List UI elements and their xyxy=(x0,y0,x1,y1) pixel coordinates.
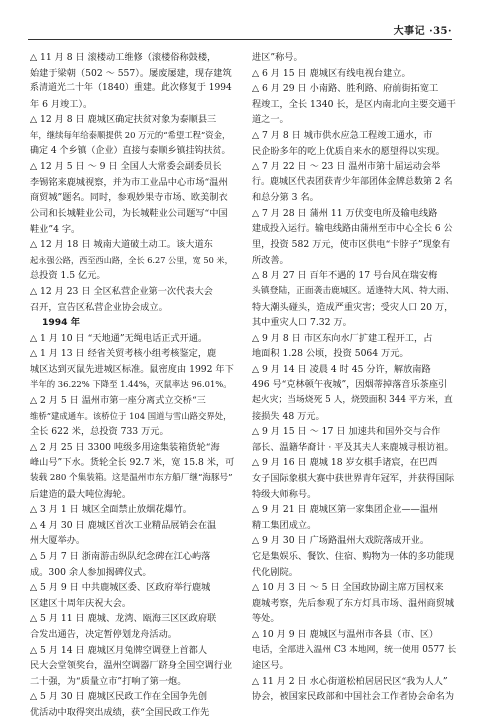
entry-line: 峰山号”下水。货轮全长 92.7 米，宽 15.8 米，可 xyxy=(30,457,234,469)
entry-line: 部长、温籍华裔计 · 平及其夫人来鹿城寻根访祖。 xyxy=(252,441,454,453)
entry-line: △ 11 月 8 日 滚楼动工维修（滚楼俗称鼓楼， xyxy=(30,52,217,63)
entry-line: 始建于梁朝（502 ～ 557）。屡废屡建，现存建筑 xyxy=(30,67,232,79)
chronicle-entry xyxy=(252,331,456,362)
entry-line: 后建造的最大吨位海轮。 xyxy=(30,488,132,500)
entry-line: 年，继续每年给泰顺提供 20 万元的“希望工程”资金， xyxy=(30,129,231,140)
chronicle-entry xyxy=(30,393,234,440)
entry-line: 民企盼多年的吃上优质自来水的愿望得以实现。 xyxy=(252,145,445,157)
entry-line: △ 6 月 29 日 小南路、胜利路、府前街拓宽工 xyxy=(252,83,439,95)
entry-line: △ 3 月 1 日 城区全面禁止放烟花爆竹。 xyxy=(30,504,192,516)
entry-line: △ 11 月 2 日 水心街道松柏居居民区“我为人人” xyxy=(252,675,448,687)
entry-line: 女子国际象棋大赛中获世界青年冠军，并获得国际 xyxy=(252,473,455,485)
entry-line: △ 9 月 14 日 凌晨 4 时 45 分许，解放南路 xyxy=(252,363,431,375)
chronicle-entry xyxy=(30,331,234,347)
entry-line: 496 号“克林顿午夜城”，因烟蒂掉落音乐茶座引 xyxy=(252,379,448,391)
entry-line: 头镇登陆，正面袭击鹿城区。适逢特大风、特大雨、 xyxy=(252,285,455,296)
chronicle-entry xyxy=(252,580,456,627)
entry-line: 系清道光二十年（1840）重建。此次修复于 1994 xyxy=(30,83,232,94)
chronicle-entry xyxy=(252,502,456,533)
entry-line: △ 2 月 5 日 温州市第一座分离式立交桥“三 xyxy=(30,395,206,407)
entry-line: 接损失 48 万元。 xyxy=(252,410,325,422)
entry-line: 它是集娱乐、餐饮、住宿、购物为一体的多功能现 xyxy=(252,551,455,562)
entry-line: △ 12 月 5 日 ～ 9 日 全国人大常委会副委员长 xyxy=(30,161,222,173)
entry-line: 行。鹿城区代表团获青少年部团体金牌总数第 2 名 xyxy=(252,176,453,187)
chronicle-entry xyxy=(252,66,456,82)
right-column xyxy=(252,50,456,705)
entry-line: 其中重灾人口 7.32 万。 xyxy=(252,317,352,329)
entry-line: 协会，被国家民政部和中国社会工作者协会命名为 xyxy=(252,691,455,703)
chronicle-entry xyxy=(30,518,234,549)
entry-line: 鹿城考察，先后参观了东方灯具市场、温州商贸城 xyxy=(252,597,455,609)
chronicle-entry xyxy=(252,424,456,455)
entry-line: △ 7 月 8 日 城市供水应急工程竣工通水，市 xyxy=(252,129,433,141)
page-header xyxy=(28,22,452,40)
entry-line: △ 2 月 25 日 3300 吨级多用途集装箱货轮“海 xyxy=(30,441,220,453)
entry-line: 总投资 1.5 亿元。 xyxy=(30,270,106,282)
entry-line: 特级大师称号。 xyxy=(252,488,317,500)
chronicle-entry xyxy=(30,50,234,112)
entry-line: 所改善。 xyxy=(252,254,289,266)
entry-line: 维桥”建成通车。该桥位于 104 国道与雪山路交界处， xyxy=(30,410,232,421)
chronicle-entry xyxy=(30,549,234,580)
entry-line: 鞋业”4 字。 xyxy=(30,223,81,235)
entry-line: 城区达到灭鼠先进城区标准。鼠密度由 1992 年下 xyxy=(30,363,234,375)
entry-line: 年 6 月竣工）。 xyxy=(30,98,93,110)
entry-line: 公司和长城鞋业公司，为长城鞋业公司题写“中国 xyxy=(30,207,228,219)
entry-line: 程竣工，全长 1340 长，是区内南北向主要交通干 xyxy=(252,98,456,110)
entry-line: 和总分第 3 名。 xyxy=(252,192,319,204)
chronicle-entry xyxy=(252,50,456,66)
entry-line: 进区”称号。 xyxy=(252,52,303,63)
running-head: 大事记 ·35· xyxy=(393,26,452,37)
entry-line: 等处。 xyxy=(252,613,280,625)
entry-line: 地面积 1.28 公顷，投资 5064 万元。 xyxy=(252,348,409,360)
chronicle-entry xyxy=(30,237,234,284)
chronicle-entry xyxy=(252,674,456,705)
entry-line: 特大潮头碰头，造成严重灾害；受灾人口 20 万， xyxy=(252,301,454,313)
entry-line: △ 6 月 15 日 鹿城区有线电视台建立。 xyxy=(252,67,411,79)
entry-line: △ 5 月 14 日 鹿城区月兔牌空调登上首都人 xyxy=(30,644,208,656)
entry-line: △ 12 月 18 日 城南大道破土动工。该大道东 xyxy=(30,239,213,251)
entry-line: 建成投入运行。输电线路由蒲州至市中心全长 6 公 xyxy=(252,223,453,234)
entry-line: △ 1 月 13 日 经省关贸考核小组考核鉴定，鹿 xyxy=(30,348,217,360)
chronicle-entry xyxy=(30,284,234,315)
chronicle-entry xyxy=(30,502,234,518)
entry-line: △ 7 月 28 日 蒲州 11 万伏变电所及输电线路 xyxy=(252,207,438,219)
entry-line: 全长 622 米，总投资 733 万元。 xyxy=(30,426,169,438)
entry-line: △ 5 月 7 日 浙南游击纵队纪念碑在江心屿落 xyxy=(30,551,211,562)
entry-line: 起火灾；当场烧死 5 人，烧毁面积 344 平方米，直 xyxy=(252,395,453,406)
entry-line: △ 12 月 8 日 鹿城区确定扶贫对象为泰顺县三 xyxy=(30,114,217,126)
entry-line: △ 1 月 10 日 “天地通”无绳电话正式开通。 xyxy=(30,332,208,344)
chronicle-entry xyxy=(30,159,234,237)
entry-line: 道之一。 xyxy=(252,114,289,126)
entry-line: 召开，宣告区私营企业协会成立。 xyxy=(30,301,168,313)
entry-line: 精工集团成立。 xyxy=(252,519,317,531)
chronicle-entry xyxy=(30,112,234,159)
entry-line: 区建区十周年庆祝大会。 xyxy=(30,597,132,609)
entry-line: 合发出通告，决定暂停划龙舟活动。 xyxy=(30,628,177,640)
chronicle-entry xyxy=(30,643,234,690)
chronicle-entry xyxy=(30,611,234,642)
chronicle-entry xyxy=(252,627,456,674)
entry-line: 成。300 余人参加揭碑仪式。 xyxy=(30,566,152,578)
entry-line: 代化剧院。 xyxy=(252,566,298,578)
entry-line: △ 9 月 21 日 鹿城区第一家集团企业——温州 xyxy=(252,504,439,516)
entry-line: △ 12 月 23 日 全区私营企业第一次代表大会 xyxy=(30,285,213,297)
chronicle-entry xyxy=(30,440,234,502)
entry-line: △ 10 月 3 日 ～ 5 日 全国政协副主席万国权来 xyxy=(252,582,444,594)
chronicle-entry xyxy=(30,346,234,393)
entry-line: △ 9 月 16 日 鹿城 18 岁女棋手诸宸，在巴西 xyxy=(252,457,438,469)
entry-line: 州大厦举办。 xyxy=(30,535,86,547)
chronicle-entry xyxy=(252,159,456,206)
entry-line: 电话，全部进入温州 C3 本地网，统一使用 0577 长 xyxy=(252,644,456,655)
left-column xyxy=(30,50,234,721)
entry-line: 二十强，为“质量立市”打响了第一炮。 xyxy=(30,675,187,687)
entry-line: 确定 4 个乡镇（企业）直接与泰顺乡镇挂钩扶贫。 xyxy=(30,145,231,156)
entry-line: 装载 280 个集装箱。这是温州市东方船厂继“海豚号” xyxy=(30,473,233,484)
entry-line: 优活动中取得突出成绩，获“全国民政工作先 xyxy=(30,706,210,718)
entry-line: △ 10 月 9 日 鹿城区与温州市各县（市、区） xyxy=(252,628,439,640)
chronicle-entry xyxy=(252,455,456,502)
entry-line: △ 5 月 30 日 鹿城区民政工作在全国争先创 xyxy=(30,691,208,703)
entry-line: 商贸城”题名。同时，参观妙果寺市场、欧美制衣 xyxy=(30,192,228,204)
entry-line: △ 9 月 15 日 ～ 17 日 加速共和国外交与合作 xyxy=(252,426,441,438)
year-heading: 1994 年 xyxy=(42,317,80,329)
entry-line: △ 5 月 11 日 鹿城、龙湾、瓯海三区区政府联 xyxy=(30,613,217,625)
entry-line: 李锡铭来鹿城视察，并为市工业品中心市场“温州 xyxy=(30,176,228,188)
entry-line: △ 9 月 30 日 广场路温州大戏院落成开业。 xyxy=(252,535,430,547)
entry-line: 半年的 36.22% 下降至 1.44%，灭鼠率达 96.01%。 xyxy=(30,379,232,390)
chronicle-entry xyxy=(30,580,234,611)
entry-line: △ 5 月 9 日 中共鹿城区委、区政府举行鹿城 xyxy=(30,582,211,594)
chronicle-entry xyxy=(252,362,456,424)
chronicle-entry xyxy=(252,533,456,580)
entry-line: △ 9 月 8 日 市区东向水厂扩建工程开工，占 xyxy=(252,332,433,344)
chronicle-entry xyxy=(252,128,456,159)
entry-line: 起永强公路，西至西山路，全长 6.27 公里，宽 50 米， xyxy=(30,254,233,265)
header-rule xyxy=(28,39,452,40)
entry-line: △ 8 月 27 日 百年不遇的 17 号台风在瑞安梅 xyxy=(252,270,438,282)
entry-line: △ 7 月 22 日 ～ 23 日 温州市第十届运动会举 xyxy=(252,161,441,173)
chronicle-entry xyxy=(252,268,456,330)
entry-line: 途区号。 xyxy=(252,660,289,672)
entry-line: 民大会堂领奖台，温州空调器厂跻身全国空调行业 xyxy=(30,660,233,672)
chronicle-entry xyxy=(252,206,456,268)
chronicle-entry xyxy=(252,81,456,128)
entry-line: △ 4 月 30 日 鹿城区首次工业精品展销会在温 xyxy=(30,519,217,531)
entry-line: 里，投资 582 万元，使市区供电“卡脖子”现象有 xyxy=(252,239,451,251)
chronicle-entry xyxy=(30,689,234,720)
